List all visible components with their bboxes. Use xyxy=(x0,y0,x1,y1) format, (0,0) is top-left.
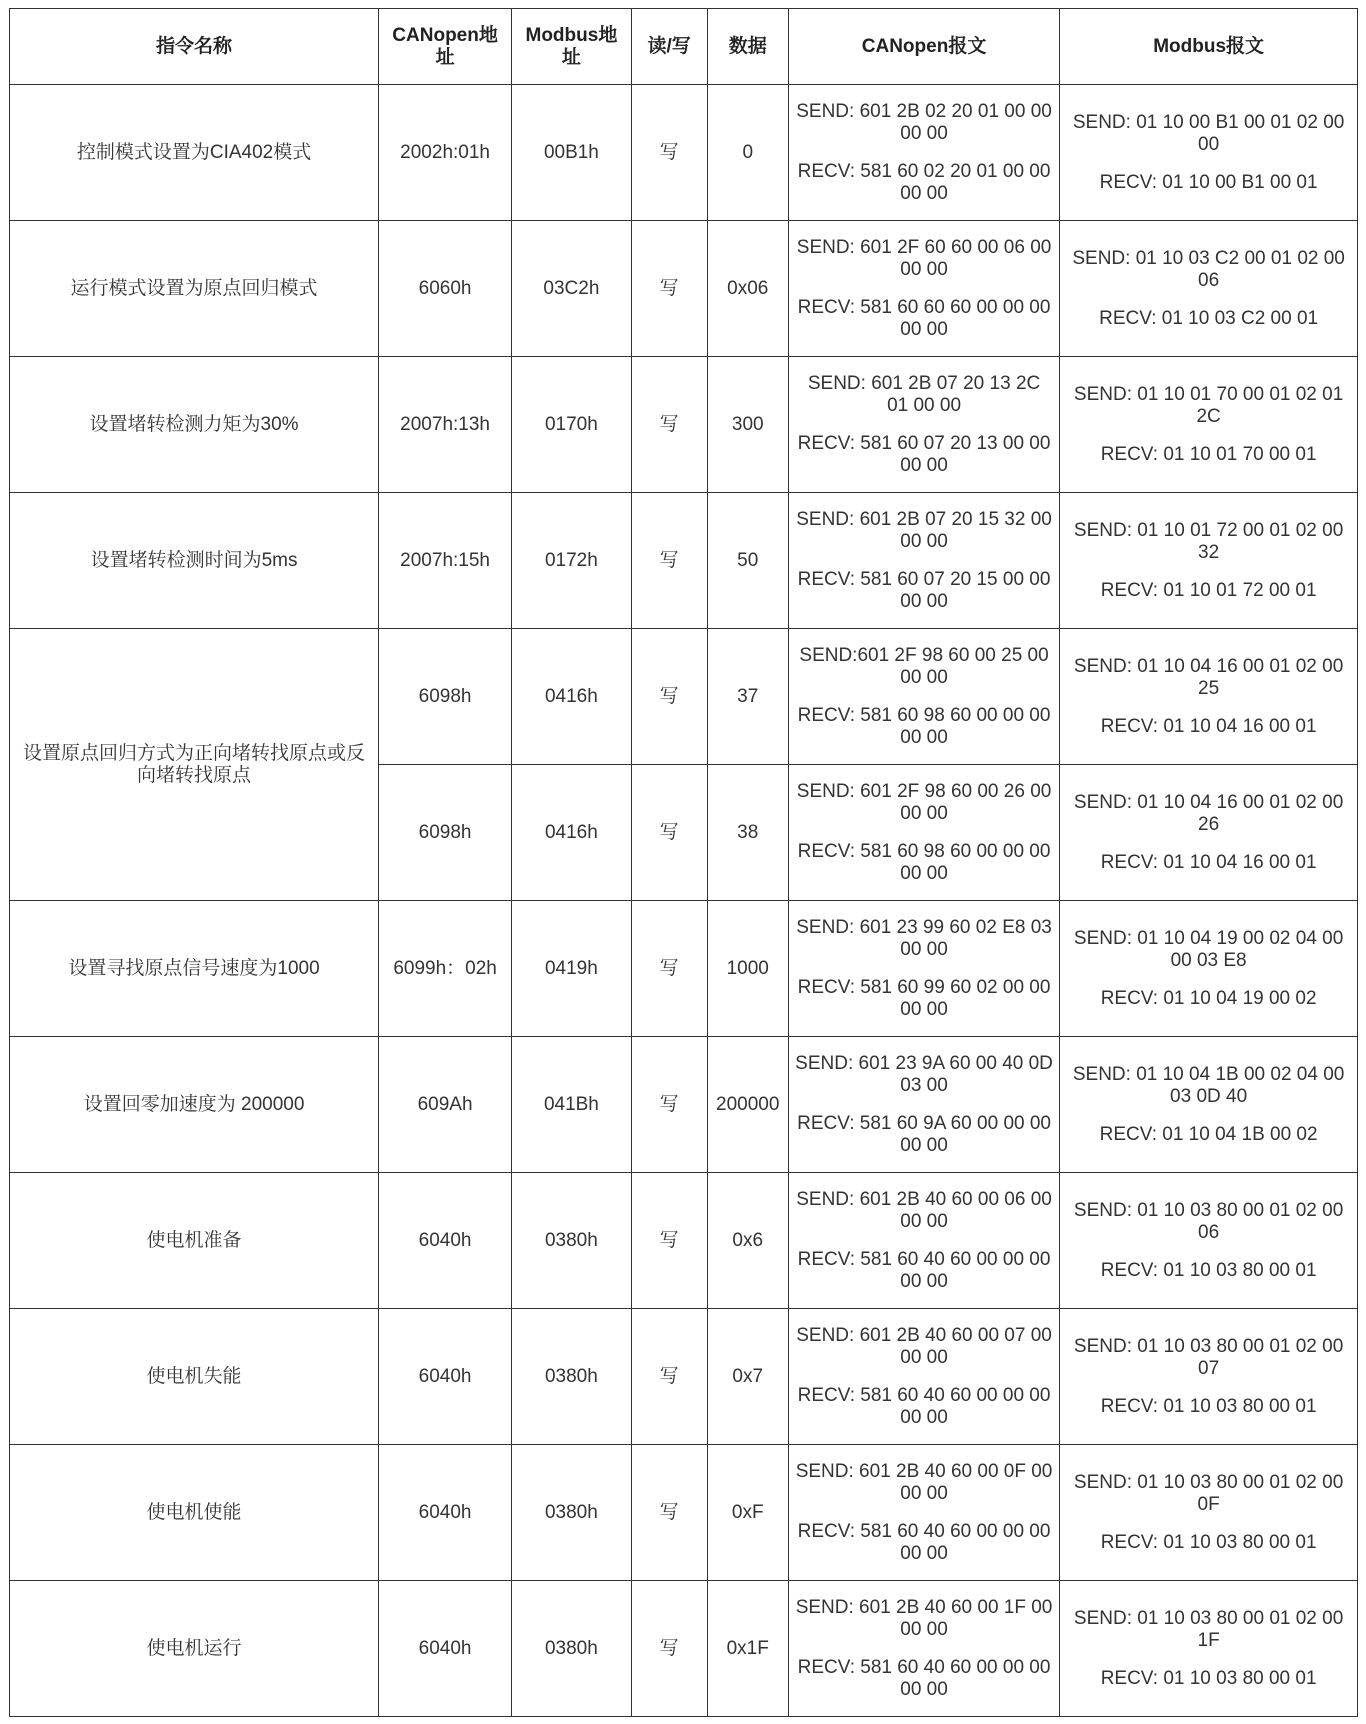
canopen-message xyxy=(788,85,1059,221)
modbus-send: SEND: 01 10 03 80 00 01 02 00 07 xyxy=(1073,1335,1344,1379)
canopen-send: SEND: 601 2B 40 60 00 06 00 00 00 xyxy=(796,1188,1052,1232)
read-write: 写 xyxy=(631,1445,707,1581)
canopen-recv: RECV: 581 60 99 60 02 00 00 00 00 xyxy=(797,976,1051,1020)
canopen-message xyxy=(788,629,1059,765)
canopen-address: 6040h xyxy=(379,1309,512,1445)
table-row xyxy=(10,1445,1358,1581)
canopen-message xyxy=(788,357,1059,493)
modbus-message xyxy=(1060,221,1358,357)
modbus-recv: RECV: 01 10 04 16 00 01 xyxy=(1100,851,1317,873)
modbus-recv: RECV: 01 10 00 B1 00 01 xyxy=(1099,171,1318,193)
modbus-address: 0380h xyxy=(512,1309,632,1445)
canopen-send: SEND: 601 2F 60 60 00 06 00 00 00 xyxy=(796,236,1052,280)
read-write: 写 xyxy=(631,1173,707,1309)
command-name: 使电机失能 xyxy=(10,1309,379,1445)
canopen-recv: RECV: 581 60 9A 60 00 00 00 00 00 xyxy=(797,1112,1051,1156)
modbus-recv: RECV: 01 10 04 1B 00 02 xyxy=(1099,1123,1318,1145)
header-row xyxy=(10,9,1358,85)
canopen-message xyxy=(788,221,1059,357)
modbus-message xyxy=(1060,629,1358,765)
modbus-recv: RECV: 01 10 03 C2 00 01 xyxy=(1099,307,1319,329)
modbus-address: 0170h xyxy=(512,357,632,493)
canopen-address: 6098h xyxy=(379,629,512,765)
read-write: 写 xyxy=(631,493,707,629)
modbus-recv: RECV: 01 10 01 72 00 01 xyxy=(1100,579,1317,601)
data-value: 38 xyxy=(707,765,788,901)
table-row xyxy=(10,1173,1358,1309)
canopen-recv: RECV: 581 60 40 60 00 00 00 00 00 xyxy=(797,1384,1051,1428)
canopen-send: SEND: 601 23 9A 60 00 40 0D 03 00 xyxy=(795,1052,1053,1096)
modbus-message xyxy=(1060,493,1358,629)
modbus-message xyxy=(1060,1445,1358,1581)
modbus-address: 03C2h xyxy=(512,221,632,357)
modbus-send: SEND: 01 10 04 16 00 01 02 00 25 xyxy=(1073,655,1344,699)
data-value: 0x1F xyxy=(707,1581,788,1717)
read-write: 写 xyxy=(631,85,707,221)
modbus-recv: RECV: 01 10 04 16 00 01 xyxy=(1100,715,1317,737)
modbus-send: SEND: 01 10 03 C2 00 01 02 00 06 xyxy=(1072,247,1345,291)
canopen-address: 6099h：02h xyxy=(379,901,512,1037)
canopen-send: SEND: 601 2F 98 60 00 26 00 00 00 xyxy=(796,780,1052,824)
header-modbus-message: Modbus报文 xyxy=(1060,9,1358,85)
data-value: 0x7 xyxy=(707,1309,788,1445)
canopen-address: 2007h:13h xyxy=(379,357,512,493)
canopen-address: 6040h xyxy=(379,1445,512,1581)
modbus-message xyxy=(1060,901,1358,1037)
command-name: 使电机使能 xyxy=(10,1445,379,1581)
canopen-message xyxy=(788,765,1059,901)
canopen-message xyxy=(788,901,1059,1037)
modbus-message xyxy=(1060,357,1358,493)
header-read-write: 读/写 xyxy=(631,9,707,85)
canopen-send: SEND:601 2F 98 60 00 25 00 00 00 xyxy=(799,644,1049,688)
modbus-message xyxy=(1060,85,1358,221)
modbus-send: SEND: 01 10 01 70 00 01 02 01 2C xyxy=(1073,383,1344,427)
table-row xyxy=(10,85,1358,221)
canopen-message xyxy=(788,493,1059,629)
header-modbus-address: Modbus地址 xyxy=(512,9,632,85)
read-write: 写 xyxy=(631,629,707,765)
read-write: 写 xyxy=(631,1309,707,1445)
modbus-message xyxy=(1060,1037,1358,1173)
canopen-recv: RECV: 581 60 07 20 15 00 00 00 00 xyxy=(797,568,1051,612)
canopen-recv: RECV: 581 60 40 60 00 00 00 00 00 xyxy=(797,1520,1051,1564)
modbus-message xyxy=(1060,1309,1358,1445)
modbus-address: 041Bh xyxy=(512,1037,632,1173)
canopen-send: SEND: 601 2B 02 20 01 00 00 00 00 xyxy=(796,100,1052,144)
modbus-recv: RECV: 01 10 03 80 00 01 xyxy=(1100,1259,1317,1281)
canopen-recv: RECV: 581 60 98 60 00 00 00 00 00 xyxy=(797,840,1051,884)
command-name: 设置原点回归方式为正向堵转找原点或反向堵转找原点 xyxy=(10,629,379,901)
header-data: 数据 xyxy=(707,9,788,85)
canopen-send: SEND: 601 2B 07 20 15 32 00 00 00 xyxy=(796,508,1052,552)
modbus-recv: RECV: 01 10 03 80 00 01 xyxy=(1100,1395,1317,1417)
command-name: 使电机准备 xyxy=(10,1173,379,1309)
read-write: 写 xyxy=(631,901,707,1037)
canopen-message xyxy=(788,1037,1059,1173)
table-row xyxy=(10,1309,1358,1445)
modbus-send: SEND: 01 10 04 1B 00 02 04 00 03 0D 40 xyxy=(1072,1063,1345,1107)
modbus-message xyxy=(1060,1173,1358,1309)
command-name: 设置堵转检测时间为5ms xyxy=(10,493,379,629)
canopen-address: 2007h:15h xyxy=(379,493,512,629)
canopen-message xyxy=(788,1173,1059,1309)
modbus-send: SEND: 01 10 00 B1 00 01 02 00 00 xyxy=(1072,111,1345,155)
canopen-recv: RECV: 581 60 98 60 00 00 00 00 00 xyxy=(797,704,1051,748)
modbus-send: SEND: 01 10 03 80 00 01 02 00 0F xyxy=(1073,1471,1344,1515)
data-value: 50 xyxy=(707,493,788,629)
command-table xyxy=(9,8,1358,1717)
canopen-recv: RECV: 581 60 40 60 00 00 00 00 00 xyxy=(797,1656,1051,1700)
canopen-address: 6040h xyxy=(379,1581,512,1717)
data-value: 37 xyxy=(707,629,788,765)
table-row xyxy=(10,357,1358,493)
modbus-recv: RECV: 01 10 03 80 00 01 xyxy=(1100,1531,1317,1553)
read-write: 写 xyxy=(631,1037,707,1173)
data-value: 0 xyxy=(707,85,788,221)
table-row xyxy=(10,1037,1358,1173)
canopen-send: SEND: 601 2B 40 60 00 07 00 00 00 xyxy=(796,1324,1052,1368)
modbus-address: 0380h xyxy=(512,1445,632,1581)
modbus-address: 0416h xyxy=(512,765,632,901)
canopen-recv: RECV: 581 60 60 60 00 00 00 00 00 xyxy=(797,296,1051,340)
modbus-address: 0172h xyxy=(512,493,632,629)
modbus-address: 00B1h xyxy=(512,85,632,221)
command-name: 设置回零加速度为 200000 xyxy=(10,1037,379,1173)
canopen-recv: RECV: 581 60 07 20 13 00 00 00 00 xyxy=(797,432,1051,476)
command-name: 设置寻找原点信号速度为1000 xyxy=(10,901,379,1037)
canopen-send: SEND: 601 2B 40 60 00 0F 00 00 00 xyxy=(795,1460,1053,1504)
data-value: 0x06 xyxy=(707,221,788,357)
canopen-address: 6060h xyxy=(379,221,512,357)
canopen-send: SEND: 601 23 99 60 02 E8 03 00 00 xyxy=(796,916,1052,960)
command-name: 运行模式设置为原点回归模式 xyxy=(10,221,379,357)
modbus-address: 0380h xyxy=(512,1581,632,1717)
modbus-send: SEND: 01 10 03 80 00 01 02 00 06 xyxy=(1073,1199,1344,1243)
modbus-message xyxy=(1060,1581,1358,1717)
modbus-recv: RECV: 01 10 03 80 00 01 xyxy=(1100,1667,1317,1689)
modbus-send: SEND: 01 10 04 19 00 02 04 00 00 03 E8 xyxy=(1073,927,1344,971)
read-write: 写 xyxy=(631,765,707,901)
modbus-message xyxy=(1060,765,1358,901)
modbus-recv: RECV: 01 10 01 70 00 01 xyxy=(1100,443,1317,465)
modbus-address: 0419h xyxy=(512,901,632,1037)
data-value: 1000 xyxy=(707,901,788,1037)
modbus-send: SEND: 01 10 01 72 00 01 02 00 32 xyxy=(1073,519,1344,563)
canopen-message xyxy=(788,1581,1059,1717)
command-name: 设置堵转检测力矩为30% xyxy=(10,357,379,493)
read-write: 写 xyxy=(631,1581,707,1717)
read-write: 写 xyxy=(631,357,707,493)
command-name: 控制模式设置为CIA402模式 xyxy=(10,85,379,221)
canopen-send: SEND: 601 2B 07 20 13 2C 01 00 00 xyxy=(807,372,1041,416)
table-row xyxy=(10,493,1358,629)
canopen-message xyxy=(788,1445,1059,1581)
canopen-send: SEND: 601 2B 40 60 00 1F 00 00 00 xyxy=(795,1596,1053,1640)
modbus-address: 0416h xyxy=(512,629,632,765)
modbus-send: SEND: 01 10 03 80 00 01 02 00 1F xyxy=(1073,1607,1344,1651)
canopen-address: 6040h xyxy=(379,1173,512,1309)
canopen-recv: RECV: 581 60 40 60 00 00 00 00 00 xyxy=(797,1248,1051,1292)
canopen-address: 6098h xyxy=(379,765,512,901)
header-canopen-message: CANopen报文 xyxy=(788,9,1059,85)
data-value: 300 xyxy=(707,357,788,493)
table-row xyxy=(10,629,1358,765)
read-write: 写 xyxy=(631,221,707,357)
table-row xyxy=(10,221,1358,357)
data-value: 0x6 xyxy=(707,1173,788,1309)
modbus-recv: RECV: 01 10 04 19 00 02 xyxy=(1100,987,1317,1009)
canopen-recv: RECV: 581 60 02 20 01 00 00 00 00 xyxy=(797,160,1051,204)
table-row xyxy=(10,1581,1358,1717)
modbus-send: SEND: 01 10 04 16 00 01 02 00 26 xyxy=(1073,791,1344,835)
header-canopen-address: CANopen地址 xyxy=(379,9,512,85)
data-value: 200000 xyxy=(707,1037,788,1173)
canopen-address: 609Ah xyxy=(379,1037,512,1173)
canopen-address: 2002h:01h xyxy=(379,85,512,221)
table-row xyxy=(10,901,1358,1037)
data-value: 0xF xyxy=(707,1445,788,1581)
canopen-message xyxy=(788,1309,1059,1445)
command-name: 使电机运行 xyxy=(10,1581,379,1717)
header-command-name: 指令名称 xyxy=(10,9,379,85)
modbus-address: 0380h xyxy=(512,1173,632,1309)
